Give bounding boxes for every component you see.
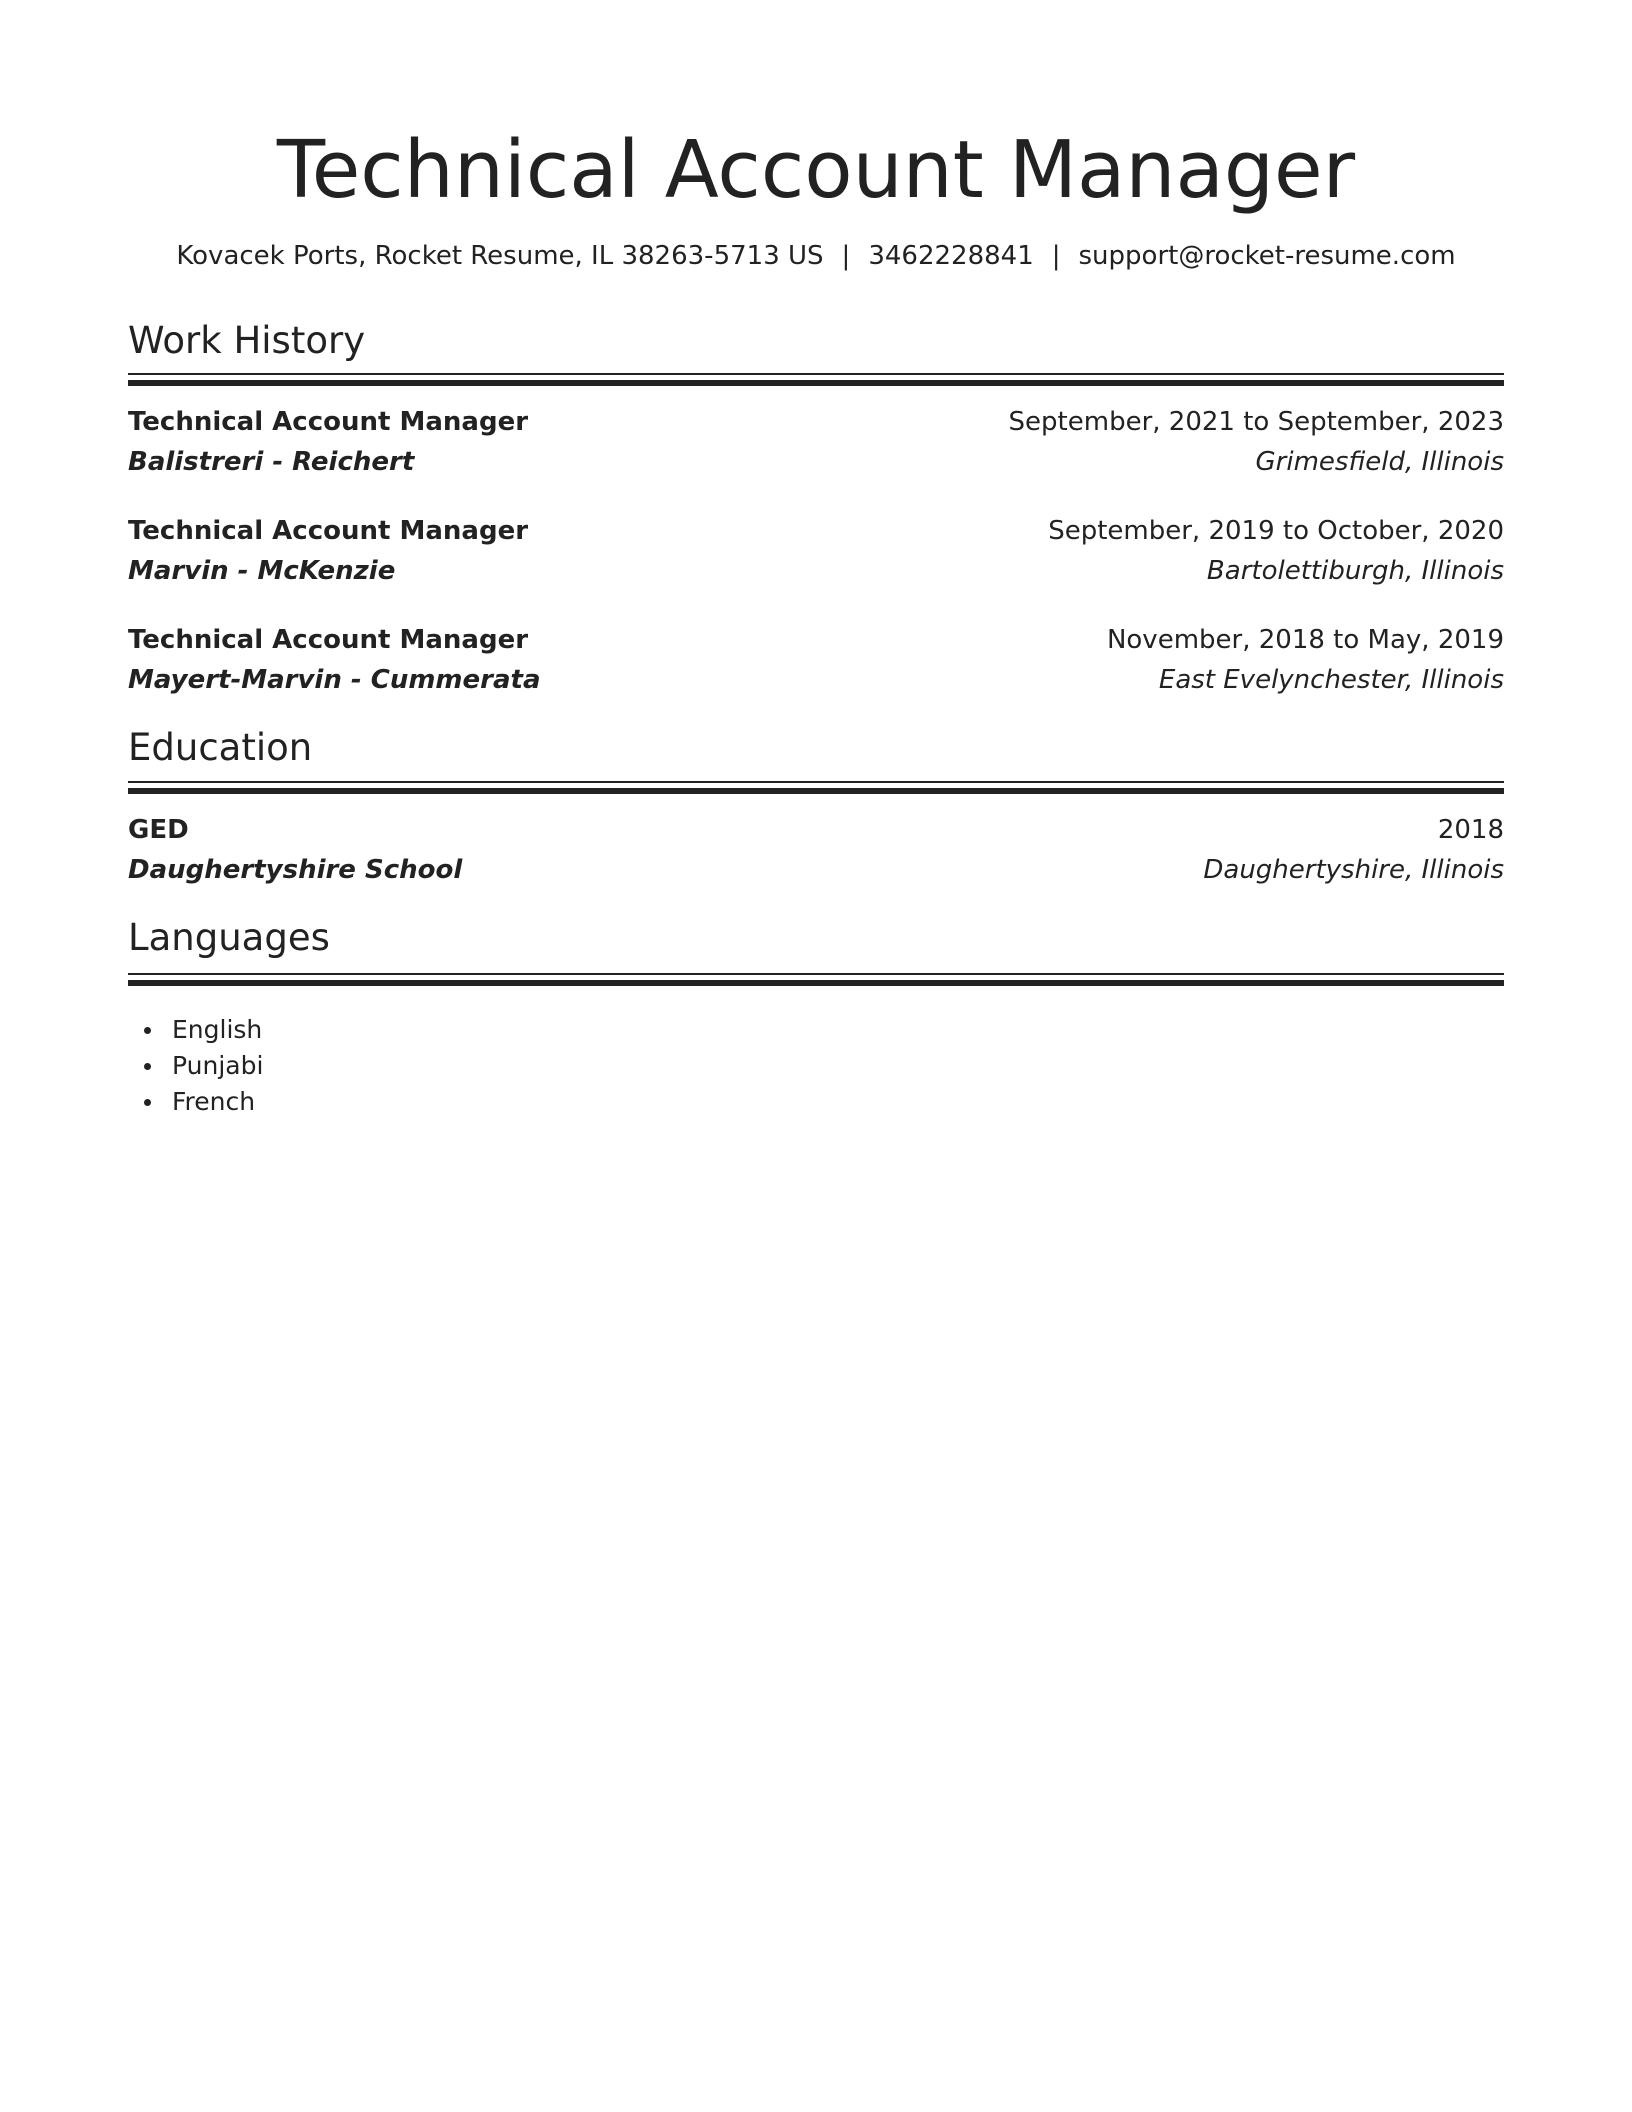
job-title: Technical Account Manager <box>128 516 529 546</box>
job-location: Bartolettiburgh, Illinois <box>1206 556 1504 586</box>
job-title: Technical Account Manager <box>128 625 529 655</box>
list-item <box>172 1012 263 1048</box>
job-company: Marvin - McKenzie <box>128 556 396 586</box>
education-degree: GED <box>128 815 189 845</box>
list-item <box>172 1048 263 1084</box>
job-dates: September, 2021 to September, 2023 <box>1008 407 1504 437</box>
education-heading: Education <box>128 726 313 769</box>
contact-phone: 3462228841 <box>868 241 1034 271</box>
section-divider <box>128 973 1504 986</box>
languages-heading: Languages <box>128 916 330 959</box>
work-entry <box>128 620 1504 700</box>
section-divider <box>128 781 1504 794</box>
job-company: Mayert-Marvin - Cummerata <box>128 665 541 695</box>
list-item <box>172 1084 263 1120</box>
education-entry <box>128 810 1504 890</box>
language-name: French <box>172 1087 256 1116</box>
language-name: English <box>172 1015 263 1044</box>
work-entry <box>128 511 1504 591</box>
education-school: Daughertyshire School <box>128 855 463 885</box>
job-location: Grimesfield, Illinois <box>1255 447 1504 477</box>
bullet-icon <box>144 1027 151 1034</box>
contact-separator: | <box>1051 241 1061 271</box>
languages-list <box>128 1012 263 1120</box>
education-location: Daughertyshire, Illinois <box>1203 855 1504 885</box>
job-dates: November, 2018 to May, 2019 <box>1106 625 1504 655</box>
work-history-heading: Work History <box>128 319 366 362</box>
work-entry <box>128 402 1504 482</box>
contact-line <box>0 238 1632 274</box>
resume-title: Technical Account Manager <box>276 124 1356 216</box>
contact-separator: | <box>841 241 851 271</box>
contact-email: support@rocket-resume.com <box>1078 241 1456 271</box>
section-divider <box>128 373 1504 386</box>
job-company: Balistreri - Reichert <box>128 447 415 477</box>
education-year: 2018 <box>1437 815 1504 845</box>
job-location: East Evelynchester, Illinois <box>1158 665 1504 695</box>
language-name: Punjabi <box>172 1051 264 1080</box>
bullet-icon <box>144 1063 151 1070</box>
job-dates: September, 2019 to October, 2020 <box>1048 516 1504 546</box>
contact-address: Kovacek Ports, Rocket Resume, IL 38263-5713 US <box>176 241 824 271</box>
bullet-icon <box>144 1099 151 1106</box>
job-title: Technical Account Manager <box>128 407 529 437</box>
